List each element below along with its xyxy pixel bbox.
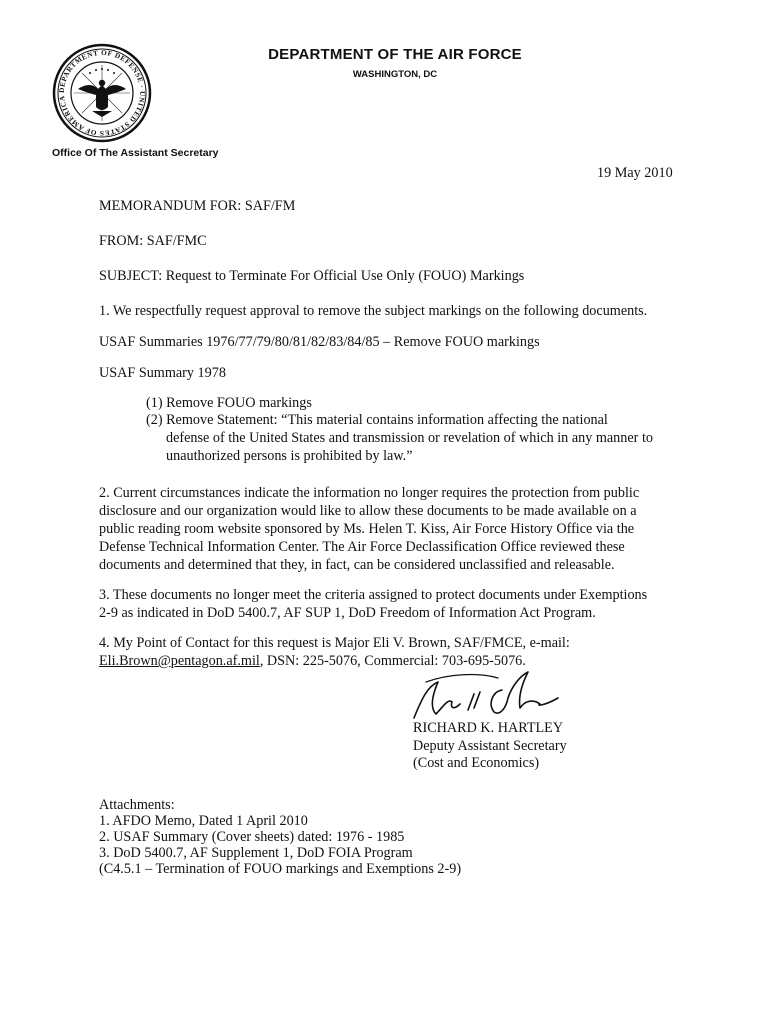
attachment-item-1: 1. AFDO Memo, Dated 1 April 2010 <box>99 813 308 829</box>
paragraph-2-line-3: public reading room website sponsored by Ms. Helen T. Kiss, Air Force History Office via the <box>99 521 635 537</box>
attachment-item-2: 2. USAF Summary (Cover sheets) dated: 1976 - 1985 <box>99 829 405 845</box>
city-heading: WASHINGTON, DC <box>352 69 438 80</box>
attachment-item-4: (C4.5.1 – Termination of FOUO markings and Exemptions 2-9) <box>99 861 462 877</box>
attachments-heading: Attachments: <box>99 797 175 813</box>
memo-subject: SUBJECT: Request to Terminate For Official Use Only (FOUO) Markings <box>99 268 525 284</box>
document-item-summaries: USAF Summaries 1976/77/79/80/81/82/83/84/85 – Remove FOUO markings <box>99 334 540 350</box>
department-heading: DEPARTMENT OF THE AIR FORCE <box>268 46 522 63</box>
memo-date: 19 May 2010 <box>597 165 673 181</box>
paragraph-3-line-1: 3. These documents no longer meet the criteria assigned to protect documents under Exemptions <box>99 587 648 603</box>
paragraph-3-line-2: 2-9 as indicated in DoD 5400.7, AF SUP 1, DoD Freedom of Information Act Program. <box>99 605 596 621</box>
action-item-2-line-3: unauthorized persons is prohibited by law.” <box>166 448 413 464</box>
action-item-2-line-2: defense of the United States and transmission or revelation of which in any manner to <box>166 430 653 446</box>
poc-phone-text: , DSN: 225-5076, Commercial: 703-695-5076. <box>259 653 526 669</box>
signatory-title: Deputy Assistant Secretary <box>413 738 567 754</box>
action-item-1: (1) Remove FOUO markings <box>146 395 312 411</box>
paragraph-2-line-5: documents and determined that they, in fact, can be considered unclassified and releasable. <box>99 557 615 573</box>
paragraph-1: 1. We respectfully request approval to remove the subject markings on the following documents. <box>99 303 648 319</box>
memo-from: FROM: SAF/FMC <box>99 233 207 249</box>
action-item-2-line-1: (2) Remove Statement: “This material contains information affecting the national <box>146 412 608 428</box>
poc-email-link[interactable]: Eli.Brown@pentagon.af.mil <box>99 653 260 669</box>
office-label: Office Of The Assistant Secretary <box>52 147 219 159</box>
attachment-item-3: 3. DoD 5400.7, AF Supplement 1, DoD FOIA Program <box>99 845 413 861</box>
signatory-department: (Cost and Economics) <box>413 755 540 771</box>
memo-for: MEMORANDUM FOR: SAF/FM <box>99 198 296 214</box>
paragraph-2-line-1: 2. Current circumstances indicate the information no longer requires the protection from public <box>99 485 640 501</box>
signatory-name: RICHARD K. HARTLEY <box>413 720 564 736</box>
document-item-1978: USAF Summary 1978 <box>99 365 226 381</box>
paragraph-2-line-2: disclosure and our organization would like to allow these documents to be made available on a <box>99 503 637 519</box>
paragraph-2-line-4: Defense Technical Information Center. The Air Force Declassification Office reviewed these <box>99 539 625 555</box>
paragraph-4-line-1: 4. My Point of Contact for this request is Major Eli V. Brown, SAF/FMCE, e-mail: <box>99 635 570 651</box>
svg-text:DEPARTMENT OF DEFENSE · UNITED: DEPARTMENT OF DEFENSE · UNITED STATES OF AMERICA <box>57 48 147 138</box>
